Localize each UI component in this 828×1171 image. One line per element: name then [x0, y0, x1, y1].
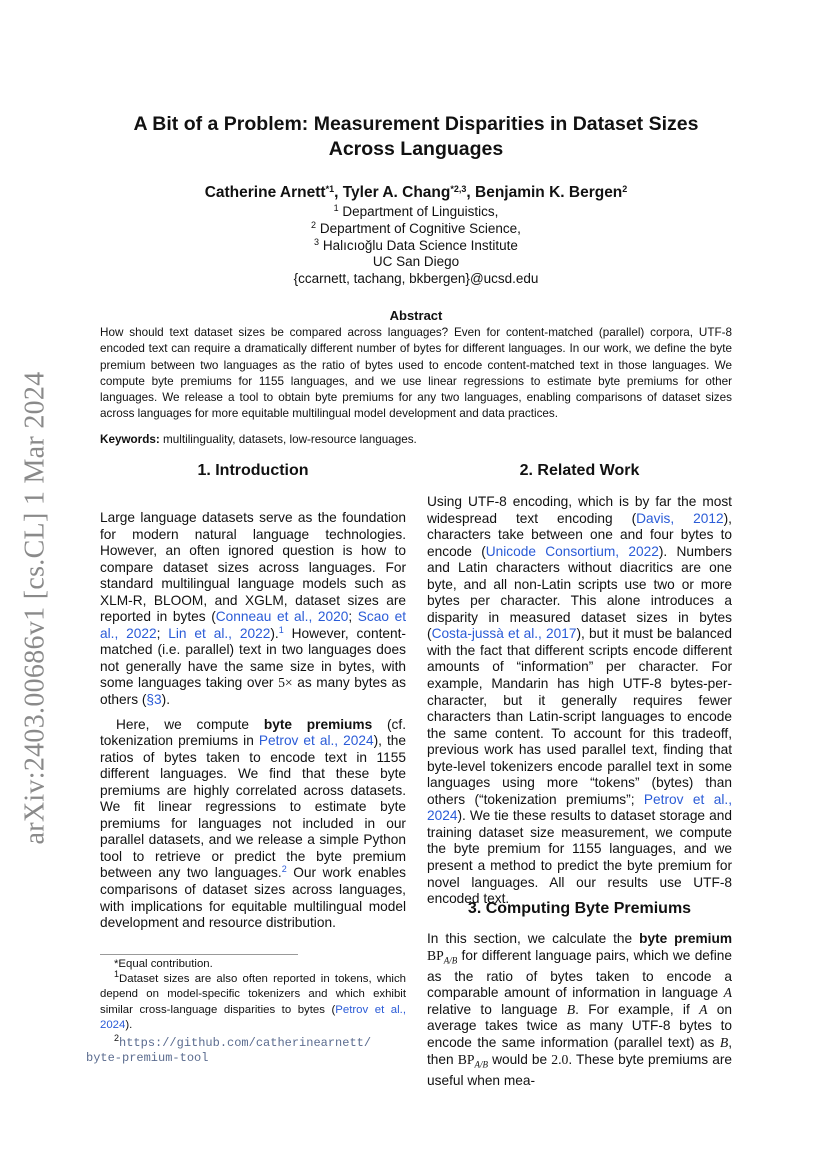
keywords-label: Keywords: — [100, 433, 160, 446]
intro-p2-text-c: ), the ratios of bytes taken to encode text in 1155 different languages. We find that these byte premiums are highly correlated across datasets. We fit linear regressions to estimate byte premiums for languages not included in our parallel datasets, and we release a simple Python tool to retrieve or predict the byte premium between any two languages. — [100, 733, 406, 881]
arxiv-identifier-stamp — [14, 373, 58, 843]
intro-p1-text-e: ). — [161, 692, 171, 708]
footnote-1-citation[interactable]: Petrov et al., 2024 — [100, 1003, 406, 1031]
affiliation-3-marker: 3 — [314, 236, 320, 247]
intro-paragraph-2 — [100, 717, 406, 932]
footnote-1 — [100, 969, 406, 1033]
citation-unicode-consortium[interactable]: Unicode Consortium, 2022 — [485, 543, 659, 559]
footnotes — [86, 957, 406, 1066]
footnote-1-marker[interactable]: 1 — [278, 624, 284, 635]
byte-premiums-term: byte premiums — [263, 716, 373, 732]
citation-conneau[interactable]: Conneau et al., 2020 — [215, 609, 349, 625]
intro-p1-text-a: Large language datasets serve as the foundation for modern natural language technologies. However, an often ignored question is how to compare dataset sizes across languages. For standard multilingual language models such as XLM-R, BLOOM, and XGLM, dataset sizes are reported in bytes ( — [100, 510, 406, 625]
bp-text-2: BP — [457, 1051, 475, 1067]
footnote-1-label: 1 — [114, 969, 120, 980]
author-bergen-marker: 2 — [622, 184, 628, 194]
affiliation-2-text: Department of Cognitive Science, — [319, 220, 521, 236]
intro-sep-1: ; — [348, 609, 358, 625]
intro-p2-text-d: Our work enables comparisons of dataset sizes across languages, with implications for equitable multilingual model development and resource distribution. — [100, 865, 406, 931]
affiliations — [100, 204, 732, 288]
math-two-point-zero: 2.0 — [551, 1051, 569, 1067]
author-bergen: Benjamin K. Bergen — [475, 184, 623, 201]
related-text-d: ), but it must be balanced with the fact that different scripts encode different amounts of “information” per character. For example, Mandarin has high UTF-8 bytes-per-character, but it generally requires fewer characters than Latin-script languages to encode the same content. To account for this tradeoff, previous work has used parallel text, finding that byte-level tokenizers encode parallel text in some languages using more “tokens” (bytes) than others (“tokenization premiums”; — [427, 626, 732, 807]
math-language-a: A — [723, 985, 732, 1001]
intro-p1-text-c: However, content-matched (i.e. parallel) text in two languages does not generally have the same size in bytes, with some languages taking over — [100, 625, 406, 691]
author-arnett-marker: *1 — [325, 184, 335, 194]
footnote-1-text: Dataset sizes are also often reported in tokens, which depend on model-specific tokenizers and which exhibit similar cross-language disparities to bytes ( — [100, 973, 406, 1016]
intro-heading-wrap — [100, 462, 406, 480]
institution: UC San Diego — [372, 254, 460, 270]
intro-section — [100, 510, 406, 932]
computing-text-h: . These byte premiums are useful when mea- — [427, 1051, 732, 1088]
intro-p2-text-b: (cf. tokenization premiums in — [100, 716, 407, 749]
five-times-math: 5× — [278, 675, 293, 691]
title-line-1: A Bit of a Problem: Measurement Disparities in Dataset Sizes — [133, 113, 699, 135]
author-emails: {ccarnett, tachang, bkbergen}@ucsd.edu — [293, 271, 539, 287]
intro-sep-2: ; — [156, 625, 169, 641]
intro-p1-text-b: ). — [270, 625, 279, 641]
related-work-paragraph — [427, 494, 732, 908]
affiliation-1-marker: 1 — [333, 203, 339, 213]
paper-title — [100, 112, 732, 162]
intro-p2-text-a: Here, we compute — [116, 716, 264, 732]
computing-text-c: relative to language — [427, 1001, 567, 1017]
bp-subscript: A/B — [443, 955, 458, 966]
related-heading-wrap — [427, 462, 732, 480]
author-chang: Tyler A. Chang — [342, 184, 451, 201]
computing-text-a: In this section, we calculate the — [427, 931, 640, 946]
computing-text-f: , then — [427, 1035, 732, 1067]
bp-subscript-2: A/B — [474, 1059, 488, 1070]
computing-heading-wrap — [427, 900, 732, 918]
section-3-reference[interactable]: §3 — [146, 692, 162, 708]
byte-premium-term: byte premium — [639, 931, 732, 946]
footnote-2 — [86, 1033, 406, 1066]
affiliation-2-marker: 2 — [311, 219, 317, 230]
affiliation-3-text: Halıcıoğlu Data Science Institute — [322, 237, 518, 253]
citation-petrov-2[interactable]: Petrov et al., 2024 — [427, 791, 732, 824]
related-work-section — [427, 494, 732, 908]
affiliation-1 — [100, 204, 732, 221]
intro-paragraph-1 — [100, 510, 406, 709]
computing-byte-premiums-heading: 3. Computing Byte Premiums — [467, 900, 692, 917]
author-chang-marker: *2,3 — [450, 184, 467, 194]
title-line-2: Across Languages — [328, 138, 504, 160]
footnote-2-marker[interactable]: 2 — [281, 864, 287, 875]
affiliation-3 — [100, 238, 732, 255]
intro-p1-text-d: as many bytes as others ( — [100, 675, 406, 708]
related-text-c: ). Numbers and Latin characters without diacritics are one byte, and all non-Latin scripts use two or more bytes per character. This alone introduces a disparity in measured dataset sizes in bytes ( — [427, 543, 732, 642]
math-language-b-2: B — [719, 1035, 729, 1051]
footnote-divider — [100, 954, 298, 955]
related-text-b: ), characters take between one and four bytes to encode ( — [427, 510, 732, 559]
citation-davis[interactable]: Davis, 2012 — [636, 510, 724, 526]
abstract-heading: Abstract — [389, 308, 443, 323]
computing-paragraph — [427, 931, 732, 1089]
related-work-heading: 2. Related Work — [519, 462, 640, 479]
footnote-2-url-part-1[interactable]: https://github.com/catherinearnett/ — [119, 1036, 372, 1051]
citation-scao[interactable]: Scao et al., 2022 — [100, 609, 406, 641]
footnote-2-label: 2 — [114, 1033, 120, 1044]
arxiv-id-text: arXiv:2403.00686v1 [cs.CL] 1 Mar 2024 — [20, 371, 51, 845]
citation-lin[interactable]: Lin et al., 2022 — [168, 625, 271, 641]
math-language-b: B — [566, 1001, 576, 1017]
computing-text-b: for different language pairs, which we define as the ratio of bytes taken to encode a comparable amount of information in language — [427, 947, 732, 1001]
related-text-e: ). We tie these results to dataset storage and training dataset size measurement, we compute the byte premium for 1155 languages, and we present a method to predict the byte premium for novel languages. All our results use UTF-8 encoded text. — [427, 808, 732, 907]
citation-petrov[interactable]: Petrov et al., 2024 — [258, 733, 374, 749]
computing-text-d: . For example, if — [575, 1001, 700, 1017]
math-language-a-2: A — [699, 1001, 708, 1017]
bp-symbol — [427, 947, 458, 966]
footnote-1-end: ). — [125, 1018, 133, 1031]
citation-costa-jussa[interactable]: Costa-jussà et al., 2017 — [431, 626, 577, 642]
author-list: Catherine Arnett$^{*1}$, Tyler A. Chang$^{*2,3}$, Benjamin K. Bergen$^2$ — [204, 184, 628, 201]
computing-section — [427, 931, 732, 1089]
keywords-text: multilinguality, datasets, low-resource languages. — [159, 433, 417, 446]
bp-symbol-2 — [457, 1051, 488, 1070]
affiliation-2 — [100, 221, 732, 238]
computing-text-e: on average takes twice as many UTF-8 bytes to encode the same information (parallel text) as — [427, 1001, 732, 1051]
abstract-text: How should text dataset sizes be compared across languages? Even for content-matched (parallel) corpora, UTF-8 encoded text can require a dramatically different number of bytes for different languages. In our work, we define the byte premium between two languages as the ratio of bytes used to encode content-matched text in those languages. We compute byte premiums for 1155 languages, and we use linear regressions to estimate byte premiums for other languages. We release a tool to obtain byte premiums for any two languages, enabling comparisons of dataset sizes across languages for more equitable multilingual model development and data practices. — [100, 326, 732, 421]
author-arnett: Catherine Arnett — [204, 184, 326, 201]
intro-heading: 1. Introduction — [197, 462, 309, 479]
bp-text: BP — [427, 947, 444, 963]
footnote-2-url-part-2[interactable]: byte-premium-tool — [86, 1051, 209, 1066]
affiliation-1-text: Department of Linguistics, — [342, 204, 499, 219]
footnote-equal-contribution: *Equal contribution. — [114, 958, 213, 970]
keywords-line — [100, 433, 732, 446]
computing-text-g: would be — [487, 1051, 552, 1067]
related-text-a: Using UTF-8 encoding, which is by far the most widespread text encoding ( — [427, 494, 732, 526]
